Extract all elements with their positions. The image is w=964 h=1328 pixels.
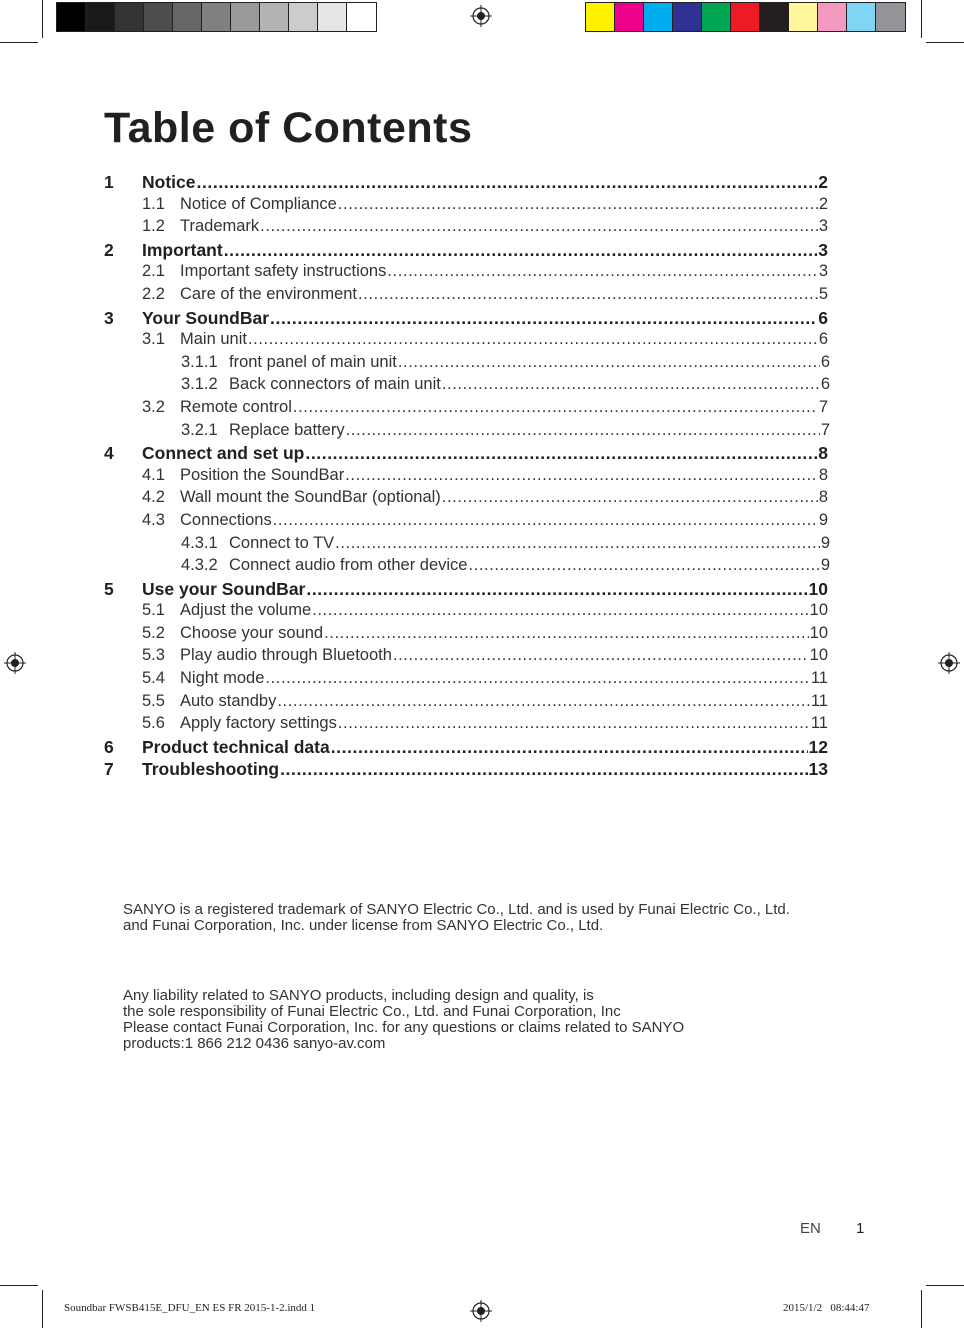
toc-entry[interactable] [104,511,828,534]
toc-entry-page: 8 [818,488,828,507]
toc-entry-page: 6 [818,330,828,349]
toc-entry-title: front panel of main unit [229,352,397,371]
dot-leader [398,353,820,372]
toc-entry-page: 10 [809,623,828,642]
toc-entry-title: Connections [180,510,272,529]
color-swatch [789,3,818,31]
color-swatch [86,3,115,31]
dot-leader [324,624,809,643]
liability-notice [123,988,803,1052]
color-swatch [115,3,144,31]
toc-entry-number: 2 [104,239,114,260]
toc-entry-number: 1.1 [142,194,165,213]
toc-entry[interactable] [104,398,828,421]
liability-line: Please contact Funai Corporation, Inc. for any questions or claims related to SANYO [123,1019,685,1036]
dot-leader [273,511,818,530]
process-color-bar [585,2,906,32]
toc-entry-title: Important safety instructions [180,262,387,281]
toc-entry-title: Your SoundBar [142,307,270,328]
toc-entry-title: Product technical data [142,736,330,757]
toc-entry-number: 1 [104,172,114,192]
crop-mark [0,1285,38,1286]
toc-entry[interactable] [104,330,828,353]
color-swatch [318,3,347,31]
toc-entry-page: 13 [808,759,828,780]
color-swatch [231,3,260,31]
toc-entry-page: 8 [818,443,828,464]
toc-entry-page: 6 [820,352,830,371]
trademark-text: SANYO is a registered trademark of SANYO Electric Co., Ltd. and is used by Funai Electric Co., Ltd. and Funai Corporation, Inc. under license from SANYO Electric Co., Ltd. [123,901,790,934]
toc-entry[interactable] [104,646,828,669]
toc-entry-title: Important [142,239,223,260]
toc-entry-title: Use your SoundBar [142,578,306,599]
slug-datetime: 2015/1/2 08:44:47 [783,1302,870,1314]
toc-entry-title: Notice of Compliance [180,194,337,213]
toc-entry-title: Back connectors of main unit [229,375,441,394]
color-swatch [847,3,876,31]
toc-entry-number: 5.5 [142,691,165,710]
liability-line: products:1 866 212 0436 sanyo-av.com [123,1035,386,1052]
toc-entry-title: Adjust the volume [180,601,312,620]
toc-entry-number: 5.1 [142,601,165,620]
color-swatch [760,3,789,31]
toc-entry-title: Connect to TV [229,533,335,552]
toc-entry[interactable] [104,240,828,263]
registration-mark-icon [470,1300,492,1322]
toc-entry-page: 10 [809,646,828,665]
color-swatch [731,3,760,31]
color-swatch [260,3,289,31]
toc-entry[interactable] [104,556,828,579]
dot-leader [265,669,809,688]
toc-entry-page: 11 [810,714,828,733]
registration-mark-icon [470,5,492,27]
toc-entry-number: 3.1.1 [181,352,218,371]
toc-entry-title: Troubleshooting [142,759,280,780]
toc-entry-page: 3 [818,239,828,260]
dot-leader [393,646,809,665]
table-of-contents [104,172,828,782]
dot-leader [338,195,818,214]
toc-entry[interactable] [104,488,828,511]
toc-entry[interactable] [104,172,828,195]
toc-entry-page: 7 [820,420,830,439]
color-swatch [615,3,644,31]
toc-entry-title: Notice [142,172,196,192]
toc-entry[interactable] [104,466,828,489]
toc-entry-page: 9 [818,510,828,529]
toc-entry-number: 7 [104,759,114,780]
toc-entry[interactable] [104,692,828,715]
toc-entry-title: Trademark [180,217,260,236]
toc-entry-page: 3 [818,217,828,236]
toc-entry[interactable] [104,624,828,647]
dot-leader [248,330,818,349]
dot-leader [277,692,810,711]
toc-entry-page: 11 [810,691,828,710]
registration-mark-icon [938,652,960,674]
toc-entry[interactable] [104,421,828,444]
dot-leader [387,262,817,281]
color-swatch [289,3,318,31]
toc-entry-page: 3 [818,262,828,281]
toc-entry[interactable] [104,737,828,760]
toc-entry-number: 2.1 [142,262,165,281]
dot-leader [196,172,817,193]
toc-entry-title: Position the SoundBar [180,465,345,484]
toc-entry-title: Auto standby [180,691,277,710]
toc-entry-title: Connect and set up [142,443,305,464]
toc-entry-page: 12 [808,736,828,757]
toc-entry-number: 1.2 [142,217,165,236]
toc-entry-page: 2 [818,172,828,192]
dot-leader [338,714,810,733]
toc-entry-number: 4.1 [142,465,165,484]
toc-entry-number: 3.1 [142,330,165,349]
dot-leader [335,534,820,553]
toc-entry-page: 8 [818,465,828,484]
toc-entry-title: Remote control [180,397,292,416]
crop-mark [926,42,964,43]
crop-mark [42,1290,43,1328]
toc-entry-number: 4.3 [142,510,165,529]
toc-entry-page: 10 [809,601,828,620]
dot-leader [305,443,817,464]
dot-leader [442,488,818,507]
toc-entry-number: 6 [104,736,114,757]
language-code: EN [800,1220,821,1237]
toc-entry[interactable] [104,375,828,398]
toc-entry[interactable] [104,443,828,466]
toc-entry-page: 9 [820,556,830,575]
dot-leader [224,240,818,261]
trademark-notice [123,902,803,934]
toc-entry-title: Apply factory settings [180,714,337,733]
crop-mark [921,0,922,38]
toc-entry-title: Night mode [180,669,265,688]
registration-mark-icon [4,652,26,674]
color-swatch [876,3,905,31]
dot-leader [346,421,820,440]
toc-entry-number: 3.1.2 [181,375,218,394]
dot-leader [312,601,808,620]
toc-entry[interactable] [104,534,828,557]
toc-entry[interactable] [104,353,828,376]
toc-entry-title: Main unit [180,330,247,349]
color-swatch [57,3,86,31]
dot-leader [306,579,807,600]
color-swatch [673,3,702,31]
toc-entry-page: 11 [810,669,828,688]
toc-entry-page: 7 [818,397,828,416]
toc-entry[interactable] [104,601,828,624]
toc-entry[interactable] [104,285,828,308]
color-swatch [144,3,173,31]
dot-leader [331,737,808,758]
toc-entry-number: 4.2 [142,488,165,507]
color-swatch [347,3,376,31]
dot-leader [442,375,820,394]
color-swatch [173,3,202,31]
toc-entry-title: Play audio through Bluetooth [180,646,392,665]
color-swatch [202,3,231,31]
toc-entry-number: 3 [104,307,114,328]
toc-entry[interactable] [104,308,828,331]
toc-entry-number: 3.2.1 [181,420,218,439]
toc-entry-number: 5.3 [142,646,165,665]
toc-entry[interactable] [104,579,828,602]
dot-leader [280,759,807,780]
toc-entry-number: 4 [104,443,114,464]
toc-entry-number: 5.2 [142,623,165,642]
grayscale-color-bar [56,2,377,32]
toc-entry[interactable] [104,262,828,285]
toc-entry-page: 5 [818,284,828,303]
crop-mark [42,0,43,38]
color-swatch [586,3,615,31]
toc-entry-number: 4.3.1 [181,533,218,552]
page-number: 1 [856,1220,865,1237]
dot-leader [345,466,818,485]
dot-leader [358,285,818,304]
crop-mark [921,1290,922,1328]
toc-entry-title: Care of the environment [180,284,358,303]
dot-leader [468,556,819,575]
toc-entry-page: 6 [820,375,830,394]
toc-entry[interactable] [104,714,828,737]
toc-entry-title: Choose your sound [180,623,324,642]
color-swatch [644,3,673,31]
dot-leader [270,308,817,329]
toc-entry-number: 4.3.2 [181,556,218,575]
toc-entry[interactable] [104,759,828,782]
toc-entry-number: 3.2 [142,397,165,416]
color-swatch [702,3,731,31]
slug-filename: Soundbar FWSB415E_DFU_EN ES FR 2015-1-2.indd 1 [64,1302,316,1314]
liability-line: the sole responsibility of Funai Electric Co., Ltd. and Funai Corporation, Inc [123,1003,621,1020]
toc-entry-page: 10 [808,578,828,599]
toc-entry-page: 6 [818,307,828,328]
toc-entry[interactable] [104,217,828,240]
toc-entry-number: 5 [104,578,114,599]
crop-mark [926,1285,964,1286]
toc-entry[interactable] [104,669,828,692]
toc-entry-number: 5.4 [142,669,165,688]
dot-leader [260,217,818,236]
toc-entry-number: 5.6 [142,714,165,733]
toc-entry-title: Connect audio from other device [229,556,468,575]
liability-line: Any liability related to SANYO products, including design and quality, is [123,987,594,1004]
toc-entry[interactable] [104,195,828,218]
dot-leader [293,398,818,417]
toc-entry-number: 2.2 [142,284,165,303]
toc-entry-title: Replace battery [229,420,345,439]
color-swatch [818,3,847,31]
toc-entry-title: Wall mount the SoundBar (optional) [180,488,441,507]
toc-entry-page: 9 [820,533,830,552]
crop-mark [0,42,38,43]
page-title: Table of Contents [104,104,473,152]
toc-entry-page: 2 [818,194,828,213]
